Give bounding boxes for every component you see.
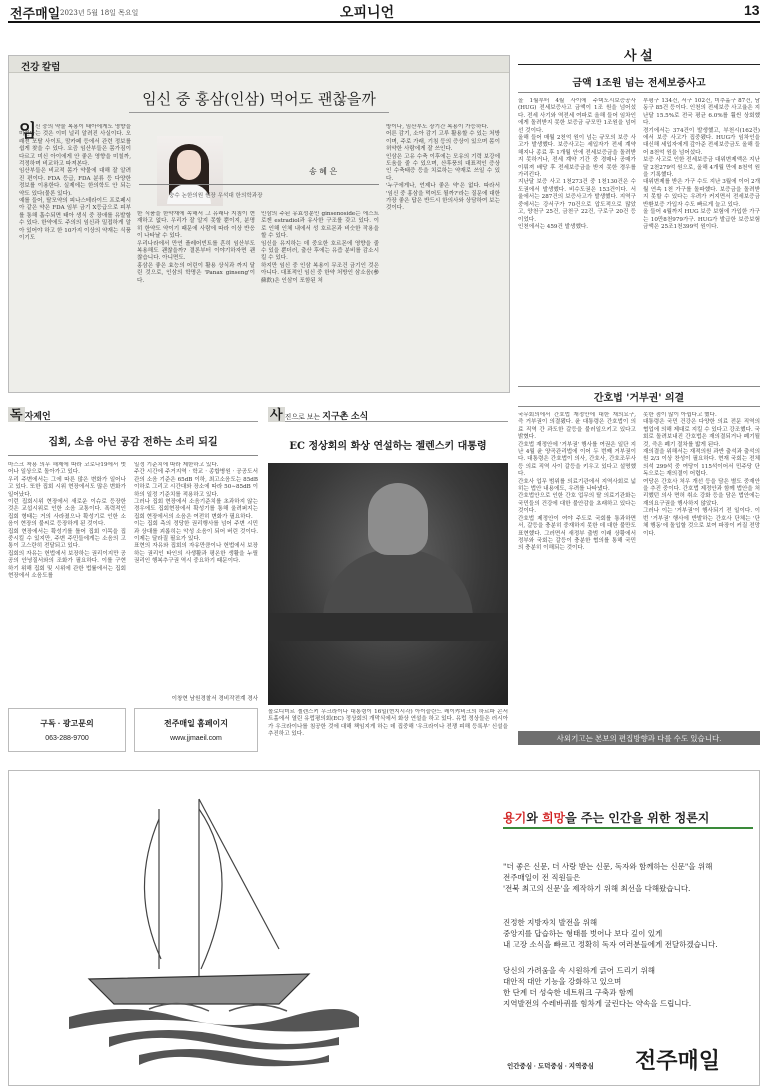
reader-label-box: [8, 404, 258, 422]
ad-slogan: [503, 809, 709, 826]
subscription-phone: 063-288-9700: [45, 735, 89, 742]
sub-editorial-top-rule: [518, 386, 760, 387]
photo-news-label-box: [268, 404, 508, 422]
photo-news-caption: 볼로디미르 젤렌스키 우크라이나 대통령이 16일(현지시각) 아이슬란드 레이캬비크의 하르파 콘서트홀에서 열린 유럽평의회(EC) 정상회의 개막식에서 화상 연설을 하고 있다. 유럽 정상들은 러시아가 우크라이나를 침공한 것에 대해 책임지게 하는 데 집중해 '우크라이나 전쟁 피해 등록부' 신설을 추진하고 있다.: [268, 709, 508, 738]
page-number: 13: [744, 2, 760, 18]
editorial-label: 사 설: [624, 48, 653, 63]
subscription-label: 구독 · 광고문의: [40, 719, 94, 728]
sub-editorial-text-col2: 못한 점이 많이 아쉽다고 했다. 대통령은 국민 건강은 다양한 의료 전문 직역의 협업에 의해 제대로 지킬 수 있다고 강조했다. 국회로 돌려보내진 간호법은 재의결되거나 폐기될 것, 즉은 폐기 절차를 밟게 된다. 재의결을 위해서는 재적의원 과반 출석과 출석의원 2/3 이상 찬성이 필요하다. 현재 국회는 전체 의석 299석 중 여당이 115석이어서 민주당 단독으로는 재의결이 어렵다. 여당은 간호사 처우 개선 등을 담은 별도 중재안을 추진 중이다. 간호법 제정안과 함께 법안을 처리했던 의사 면허 취소 강화 등을 담은 법안에는 재의요구권을 행사하지 않았다. 그러나 이는 '거부권'이 행사되기 전 일이다. 이번 '거부권' 행사에 반발하는 간호사 단체는 '단체 행동'에 돌입할 것으로 보여 파장이 커질 전망이다.: [643, 412, 760, 537]
reader-text-col2: 일정 기준치에 따라 제한하고 있다. 주간 시간에 주거지역 · 학교 · 종합병원 · 공공도서관의 소음 기준은 65dB 이하, 최고소음도는 85dB 이하로 그리고 시간대와 장소에 따라 50∼85dB 이하의 일정 기준치를 적용하고 있다. 그러나 집회 현장에서 소음기준치를 초과하지 않는 경우에도 집회현장에서 확성기를 통해 울려퍼지는 집회 현장에서의 소음은 여전히 변화가 필요하다. 이는 집회 측의 정당한 권리행사를 넘어 주변 시민과 상대를 괴롭히는 악성 소음이 되어 버린 것이다. 이제는 달라질 필요가 있다. 표현의 자유와 집회의 자유만큼이나 헌법에서 보장하는 권리인 타인의 사생활과 평온한 생활을 누릴 권리인 행복추구권 역시 중요하기 때문이다.: [134, 462, 258, 565]
ad-slogan-and: 와: [526, 811, 542, 825]
sub-editorial-title-rule: [518, 406, 760, 407]
sailboat-illustration: [29, 779, 369, 1079]
ad-footer-tagline: 인간중심 · 도덕중심 · 지역중심: [507, 1063, 594, 1070]
health-text-col3: 인삼의 주된 유효성분인 ginsenoside는 에스트로겐 estradiol과 유사한 구조를 갖고 있다. 이로 인해 인체 내에서 성 호르몬과 비슷한 작용을 할 수 있다. 임신을 유지하는 데 중요한 호르몬에 영향을 줄 수 있을 뿐더러, 출산 후에는 유즙 분비를 감소시킬 수 있다. 하지만 임신 중 인삼 복용이 무조건 금기인 것은 아니다. 대표적인 임신 중 한약 처방인 삼소음(參蘇飮)은 인삼이 포함된 처: [261, 211, 379, 284]
sub-editorial-text-col1: 국무회의에서 간호법 재정안에 대한 재의요구, 즉 거부권이 의결됐다. 윤 대통령은 간호법이 의료 직역 간 과도한 갈등을 불러일으키고 있다고 밝혔다. 간호법 재정안에 '거부권' 행사를 여권은 일단 지난 4월 윤 양곡관리법에 이어 두 번째 거부권이다. 대통령은 간호법이 의사, 간호사, 간호조무사 등 의료 직역 사이 갈등을 키우고 있다고 설명했다. 간호사 업무 범위를 의료기관에서 지역사회로 넓히는 법안 내용에도, 우려를 나타냈다. 간호법안으로 인한 간호 업무의 탈 의료기관화는 국민들의 건강에 대한 불안감을 초래하고 있다는 것이다. 간호법 제정안이 여야 주도로 국회를 통과하면서, 갈등을 충분히 중재하지 못한 데 대한 불만도 표현했다. 그러면서 새정부 출범 이래 상황에서 정부와 국회는 갈등이 충분한 협의를 통해 국민의 충분히 이해되는 것이다.: [518, 412, 636, 552]
section-title: 오피니언: [340, 4, 395, 20]
ad-footer-logo: 전주매일: [635, 1048, 721, 1073]
homepage-box: [134, 708, 258, 752]
photo-news-title: EC 정상회의 화상 연설하는 젤렌스키 대통령: [289, 441, 487, 452]
ad-slogan-courage: 용기: [503, 811, 527, 825]
header-rule: [8, 21, 760, 23]
editorial-title-rule: [518, 92, 760, 93]
reader-text-col1: 마스크 착용 의무 해제에 따라 코로나19에서 벗어나 일상으로 돌아가고 있다. 우리 주변에서는 그에 따른 많은 변화가 일어나고 있다. 또한 집회 시위 현장에서도 많은 변화가 일어났다. 이런 집회시위 현장에서 새로운 이슈로 등장한 것은 교섭시위로 인한 소음 교통이다. 폭력적인 집회 형태는 거의 사라졌으나 확성기로 인한 소음이 현장의 불씨로 등장하게 된 것이다. 집회 현장에서는 확성기를 틀어 집회 이목을 집중시킬 수 있지만, 주변 주민들에게는 소음의 고통이 고스란히 전달되고 있다. 집회의 자유는 헌법에서 보장하는 권리이지만 공공의 안녕질서와의 조화가 필요하다. 이를 구현하기 위해 집회 및 시위에 관한 법률에서는 집회 현장에서 소음도를: [8, 462, 126, 580]
editorial-text-col2: 부평구 134건, 서구 102건, 미추홀구 87건, 남동구 85건 등이다. 인천의 전세보증 사고율은 지난달 15.5%로 전국 평균 6.0%를 훨씬 상회했다. 경기에서는 374건이 발생했고, 부천시(162건)에서 보증 사고가 집중됐다. HUG가 임차인을 대신해 세입자에게 갚아준 전세보증금도 올해 들어 8천억 원을 넘어섰다. 보증 사고로 인한 전세보증금 대위변제액은 지난달 2천279억 원으로, 올해 4개월 만에 8천억 원을 기록했다. 대위변제를 받은 가구 수도 지난 3월에 이어 2개월 연속 1천 가구를 돌파했다. 보증금을 돌려받지 못할 수 있다는 우려가 커지면서 전세보증금 반환보증 가입자 수도 빠르게 늘고 있다. 올 들어 4월까지 HUG 보증 보험에 가입한 가구는 10만8천979가구. HUG가 발급한 보증보험 금액은 25조1천399억 원이다.: [643, 98, 760, 230]
health-title-underline: [129, 112, 389, 113]
health-text-col4: 방이나, 임산부도 장기간 복용이 가능하다. 어른 감기, 소아 감기 고루 활용할 수 있는 처방이며, 주로 가래, 기침 등의 증상이 있으며 몸이 허약한 사람에게 잘 쓰인다. 인삼은 고유 수축 이후에는 모유의 기력 보강에 도움을 줄 수 있으며, 산후풍의 대표적인 증상인 수축태증 등을 치료하는 약재로 쓰일 수 있다. '누구에게나, 언제나 좋은 약'은 없다. 따라서 '임신 중 홍삼을 먹어도 될까?'라는 질문에 대한 가장 좋은 답은 반드시 한의사와 상담하여 보는 것이다.: [386, 124, 500, 212]
reader-title-rule: [8, 455, 258, 456]
ad-slogan-hope: 희망: [541, 811, 566, 825]
health-text-col2: 한 식품을 한약재에 속해서 그 유래나 지침이 현재하고 없다. 우리가 잘 알지 못할 뿐이지, 분명히 한약도 약이기 때문에 사람에 따라 이상 반응이 나타날 수 있다. 우리나라에서 만연 플레어빈트를 흔히 임산부도 복용해도 괜찮을까? 결론부터 이야기하자면 괜찮습니다. 아니면도. 홍삼은 좋은 효능의 어린이 활용 상식과 까지 달린 것으로, 인삼의 학명은 'Panax ginseng'이다.: [137, 211, 255, 284]
reader-label-text: 자제언: [24, 411, 51, 421]
photo-news-image: [268, 463, 508, 705]
health-drop-cap: 임: [19, 121, 37, 142]
photo-news-label-mid: 진으로 보는: [284, 414, 323, 421]
health-text-col1: 신 중의 약물 복용이 태아에게도 영향을 미친다는 것은 이미 널리 알려진 사실이다. 오래전 포탈 사이트, 맘카페 등에서 관련 정보를 쉽게 찾을 수 있다. 요즘 임산부들은 몸가짐이 다르고 미신 아이에게 안 좋은 영향을 미칠까, 걱정하며 비교하고 따져본다. 임산부들은 비교적 몸가 약물에 대해 잘 알려진 편이다. FDA 등급, FDA 분류 등 다양한 정보를 이용한다. 실제에는 한의학도 안 되는 약도 있다(물론 있다). 예를 들어, 탈모약의 피나스테라이드 프로페시아 같은 약은 FDA 임부 금기 X등급으로 피부를 통해 흡수되면 태아 생식 중 장애를 유발할 수 있다. 한약에도 주의의 임신과 밀접하게 알아 있어야 하고 한 10가지 이상의 약재는 식품이기도: [19, 124, 131, 242]
author-name-rule: [139, 184, 379, 185]
reader-label-initial: 독: [10, 407, 23, 422]
subscription-box: [8, 708, 126, 752]
photo-news-label-text: 지구촌 소식: [322, 411, 369, 421]
editorial-text-col1: 올 1월부터 4월 사이에 주택도시보증공사(HUG) 전세보증사고 금액이 1조 원을 넘어섰다. 전세 사기와 역전세 여파로 올해 들어 임차인에게 돌려받지 못한 보증금 규모만 1조원을 넘어선 것이다. 올해 들어 매월 2천억 원이 넘는 규모의 보증 사고가 발생했다. 보증사고는 세입자가 전세 계약해지나 종료 후 1개월 안에 전세보증금을 돌려받지 못하거나, 전세 계약 기간 중 경매나 공매가 이뤄져 배당 후 전세보증금을 받지 못한 경우를 가리킨다. 지난달 보증 사고 1천273건 중 1천130건은 수도권에서 발생했다. 비수도권은 153건이다. 서울에서는 287건의 보증사고가 발생했다. 지역구 중에서는 강서구가 70건으로 압도적으로 많았고, 양천구 25건, 금천구 22건, 구로구 20건 등이었다. 인천에서는 459건 발생했다.: [518, 98, 636, 230]
promo-ad: [8, 770, 760, 1086]
author-name: 송 혜 은: [309, 167, 338, 176]
masthead-logo: 전주매일: [10, 6, 61, 21]
health-label: 건강 칼럼: [21, 62, 61, 73]
health-title: 임신 중 홍삼(인삼) 먹어도 괜찮을까: [142, 90, 376, 108]
editorial-title: 금액 1조원 넘는 전세보증사고: [572, 78, 706, 89]
notice-text: 사외기고는 본보의 편집방향과 다를 수도 있습니다.: [556, 734, 722, 743]
issue-date: 2023년 5월 18일 목요일: [60, 9, 139, 17]
homepage-label: 전주매일 홈페이지: [163, 719, 229, 728]
health-label-bar: [9, 56, 509, 73]
reader-title: 집회, 소음 아닌 공감 전하는 소리 되길: [48, 437, 218, 448]
ad-paragraph-2: 진정한 지방자치 발전을 위해 중앙지를 답습하는 형태를 벗어나 보다 깊이 있게 내 고장 소식을 빠르고 정확히 독자 여러분들에게 전달하겠습니다.: [503, 918, 718, 949]
ad-slogan-rest: 을 주는 인간을 위한 정론지: [565, 811, 710, 825]
health-column: [8, 55, 510, 393]
ad-slogan-underline: [503, 827, 753, 829]
sub-editorial-title: 간호법 '거부권' 의결: [593, 393, 685, 404]
reader-author: 이창현 남원경찰서 경비작전계 경사: [171, 696, 258, 702]
homepage-url[interactable]: www.jjmaeil.com: [170, 735, 222, 742]
ad-paragraph-3: 당신의 가려움을 속 시원하게 긁어 드리기 위해 대안적 대안 기능을 강화하고 있으며 한 단계 더 성숙한 네트워크 구축과 함께 지역발전의 수레바퀴를 힘차게 굴린다는 약속을 드립니다.: [503, 966, 692, 1008]
editorial-label-rule: [518, 64, 760, 65]
ad-paragraph-1: "더 좋은 신문, 더 사랑 받는 신문, 독자와 함께하는 신문"을 위해 전주매일이 전 직원들은 '전북 최고의 신문'을 제작하기 위해 최선을 다해왔습니다.: [503, 862, 713, 893]
author-affiliation: 숭수 논한의원 원장 우석대 한의학과장: [169, 193, 263, 199]
photo-news-label-initial: 사: [270, 407, 283, 422]
